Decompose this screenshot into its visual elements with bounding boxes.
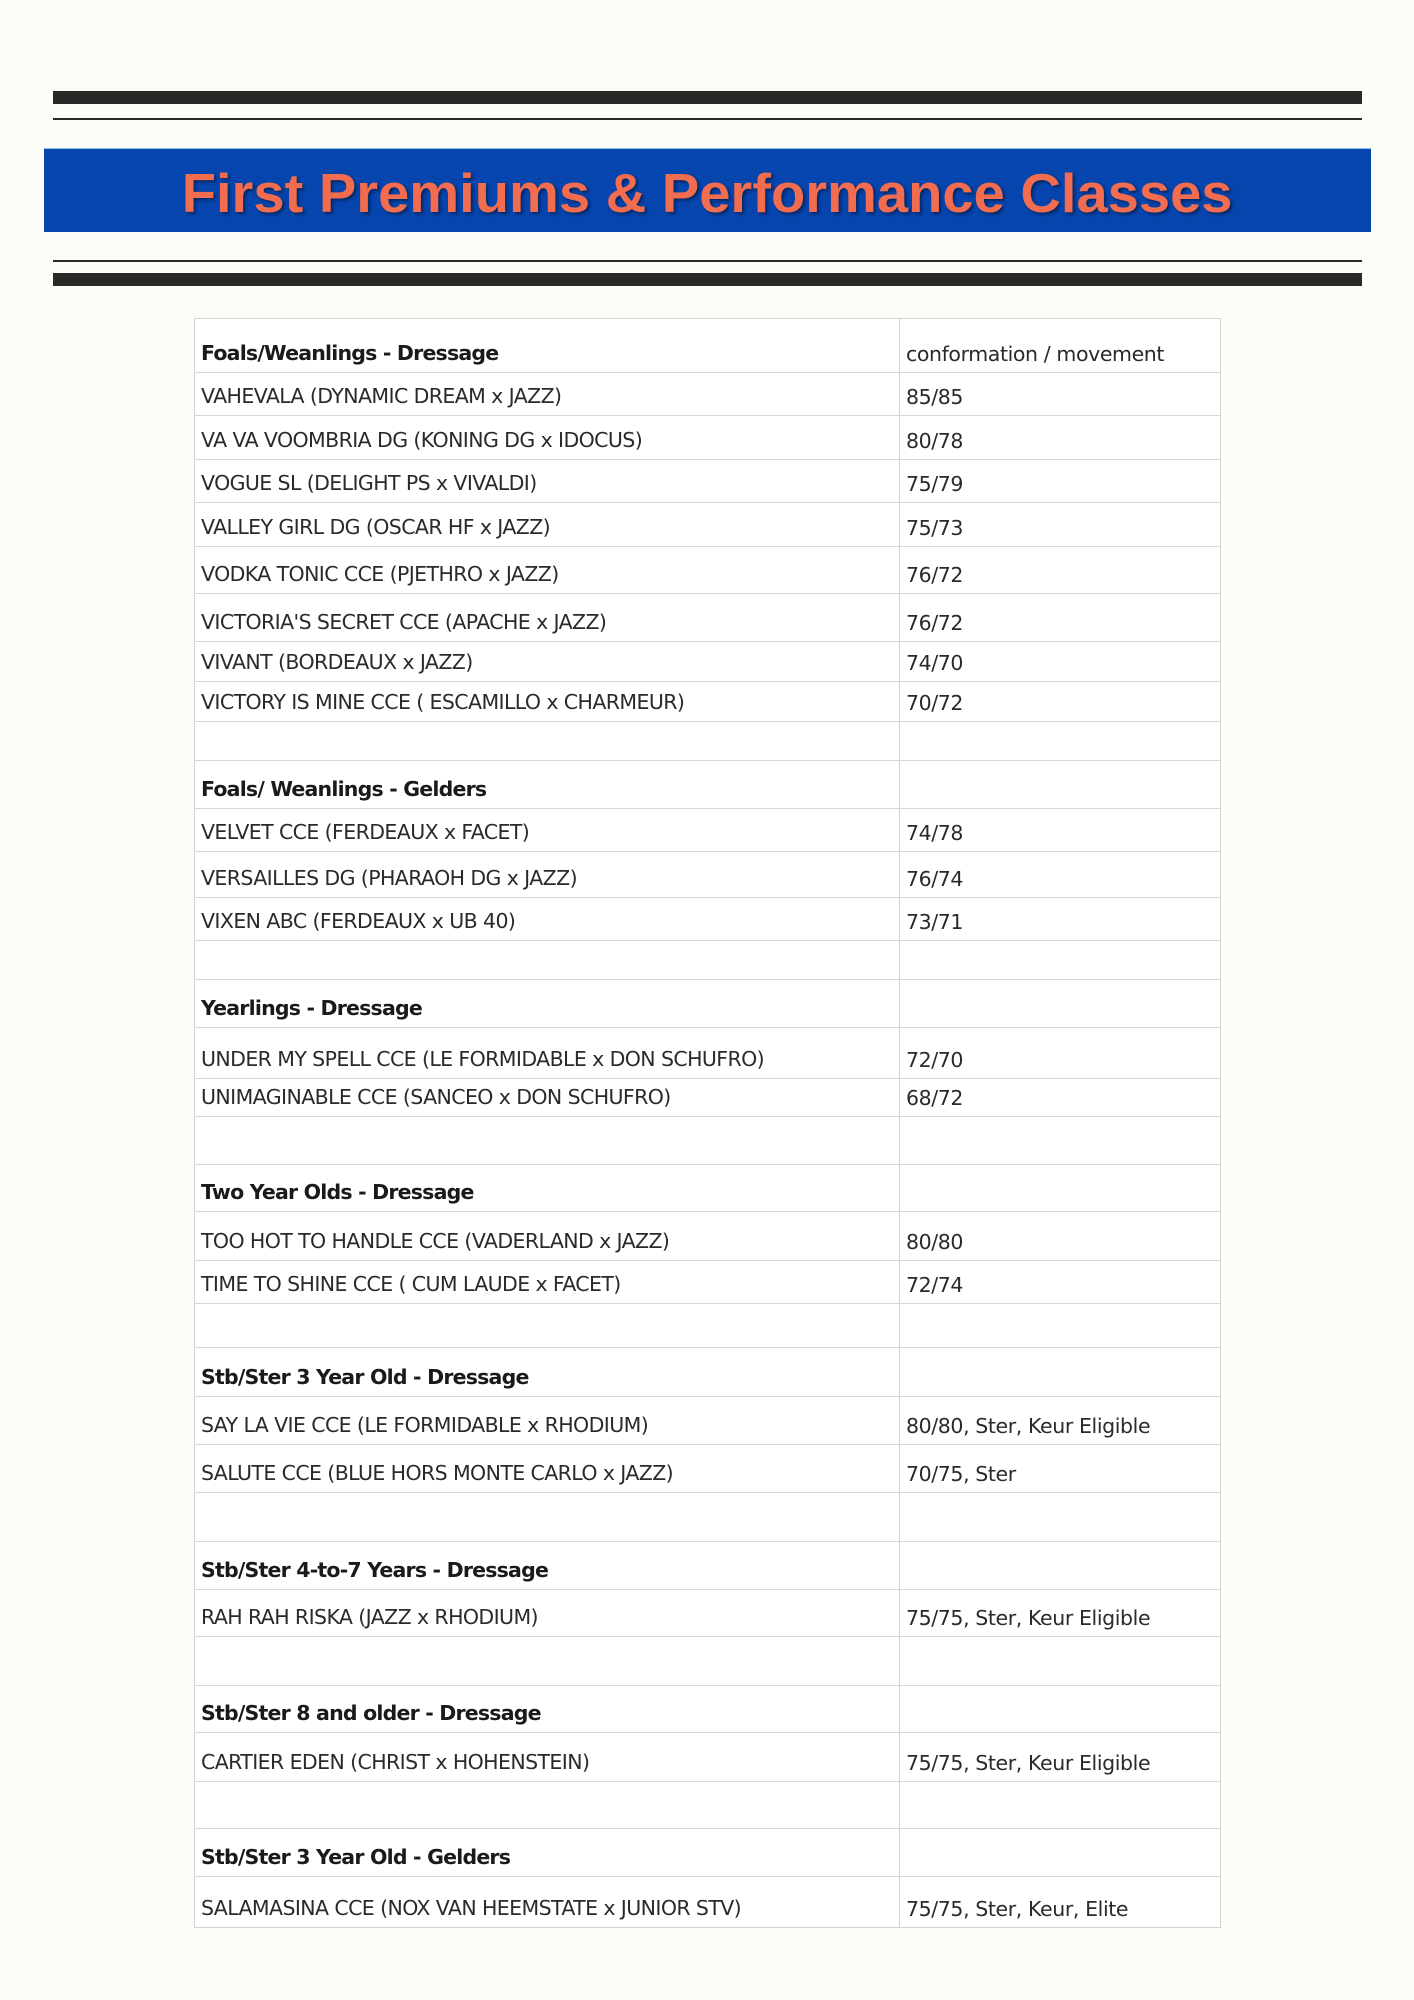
score-cell xyxy=(899,722,1220,760)
horse-name-cell: VIXEN ABC (FERDEAUX x UB 40) xyxy=(201,909,516,933)
table-row xyxy=(195,641,1220,681)
results-table xyxy=(194,318,1221,1928)
score-cell: 76/72 xyxy=(899,594,1220,641)
horse-name-cell xyxy=(195,722,899,760)
score-cell xyxy=(899,980,1220,1027)
section-header-row xyxy=(195,1541,1220,1589)
score-cell xyxy=(899,1165,1220,1211)
score-cell: 75/75, Ster, Keur Eligible xyxy=(899,1590,1220,1636)
score-cell: 76/72 xyxy=(899,547,1220,593)
score-cell xyxy=(899,1637,1220,1685)
table-row xyxy=(195,1876,1220,1927)
horse-name-cell: VODKA TONIC CCE (PJETHRO x JAZZ) xyxy=(201,562,559,586)
score-cell: 76/74 xyxy=(899,852,1220,897)
horse-name-cell: VA VA VOOMBRIA DG (KONING DG x IDOCUS) xyxy=(201,428,643,452)
section-header-row xyxy=(195,760,1220,808)
table-row xyxy=(195,502,1220,546)
score-cell xyxy=(899,1493,1220,1541)
section-header-row xyxy=(195,319,1220,372)
section-header-row xyxy=(195,1164,1220,1211)
score-cell: 85/85 xyxy=(899,373,1220,415)
section-title: Stb/Ster 3 Year Old - Dressage xyxy=(201,1365,529,1389)
score-cell: 72/74 xyxy=(899,1261,1220,1303)
score-cell xyxy=(899,1117,1220,1164)
horse-name-cell: TOO HOT TO HANDLE CCE (VADERLAND x JAZZ) xyxy=(201,1229,670,1253)
horse-name-cell xyxy=(195,1304,899,1347)
horse-name-cell: VICTORY IS MINE CCE ( ESCAMILLO x CHARMEUR) xyxy=(201,690,685,714)
horse-name-cell: RAH RAH RISKA (JAZZ x RHODIUM) xyxy=(201,1605,538,1629)
score-cell: 75/79 xyxy=(899,460,1220,502)
score-cell xyxy=(899,941,1220,979)
blank-row xyxy=(195,1636,1220,1685)
table-row xyxy=(195,1732,1220,1781)
section-header-row xyxy=(195,1685,1220,1732)
section-header-row xyxy=(195,1347,1220,1396)
horse-name-cell: VELVET CCE (FERDEAUX x FACET) xyxy=(201,820,530,844)
blank-row xyxy=(195,1781,1220,1828)
section-title: Stb/Ster 4-to-7 Years - Dressage xyxy=(201,1558,549,1582)
score-cell: 74/78 xyxy=(899,809,1220,851)
score-cell xyxy=(899,1304,1220,1347)
section-header-row xyxy=(195,1828,1220,1876)
horse-name-cell xyxy=(195,1493,899,1541)
page-title: First Premiums & Performance Classes xyxy=(182,161,1233,224)
score-cell xyxy=(899,1348,1220,1396)
score-cell: 80/80, Ster, Keur Eligible xyxy=(899,1397,1220,1444)
score-cell xyxy=(899,1542,1220,1589)
table-row xyxy=(195,1589,1220,1636)
score-cell: 68/72 xyxy=(899,1079,1220,1116)
score-cell xyxy=(899,1782,1220,1828)
top-thin-rule xyxy=(53,118,1362,120)
bottom-thick-rule xyxy=(53,273,1362,286)
horse-name-cell: VOGUE SL (DELIGHT PS x VIVALDI) xyxy=(201,471,537,495)
section-title: Foals/Weanlings - Dressage xyxy=(201,341,499,365)
horse-name-cell: UNDER MY SPELL CCE (LE FORMIDABLE x DON SCHUFRO) xyxy=(201,1047,765,1071)
score-cell: 73/71 xyxy=(899,898,1220,940)
horse-name-cell: VAHEVALA (DYNAMIC DREAM x JAZZ) xyxy=(201,384,562,408)
section-header-row xyxy=(195,979,1220,1027)
horse-name-cell xyxy=(195,941,899,979)
table-row xyxy=(195,1027,1220,1078)
section-title: Foals/ Weanlings - Gelders xyxy=(201,777,487,801)
horse-name-cell: VIVANT (BORDEAUX x JAZZ) xyxy=(201,650,473,674)
horse-name-cell: CARTIER EDEN (CHRIST x HOHENSTEIN) xyxy=(201,1750,590,1774)
score-cell: 75/73 xyxy=(899,503,1220,546)
table-row xyxy=(195,1260,1220,1303)
table-row xyxy=(195,459,1220,502)
score-cell: 75/75, Ster, Keur Eligible xyxy=(899,1733,1220,1781)
horse-name-cell xyxy=(195,1782,899,1828)
blank-row xyxy=(195,940,1220,979)
table-row xyxy=(195,415,1220,459)
score-cell xyxy=(899,761,1220,808)
horse-name-cell: TIME TO SHINE CCE ( CUM LAUDE x FACET) xyxy=(201,1272,621,1296)
table-row xyxy=(195,1078,1220,1116)
table-row xyxy=(195,1444,1220,1492)
table-row xyxy=(195,851,1220,897)
score-cell: 75/75, Ster, Keur, Elite xyxy=(899,1877,1220,1927)
table-row xyxy=(195,1396,1220,1444)
table-row xyxy=(195,546,1220,593)
horse-name-cell: SALAMASINA CCE (NOX VAN HEEMSTATE x JUNIOR STV) xyxy=(201,1896,742,1920)
score-cell: 80/80 xyxy=(899,1212,1220,1260)
section-title: Two Year Olds - Dressage xyxy=(201,1180,474,1204)
horse-name-cell: SALUTE CCE (BLUE HORS MONTE CARLO x JAZZ) xyxy=(201,1461,674,1485)
table-row xyxy=(195,593,1220,641)
blank-row xyxy=(195,1492,1220,1541)
bottom-thin-rule xyxy=(53,260,1362,262)
table-row xyxy=(195,808,1220,851)
section-title: Yearlings - Dressage xyxy=(201,996,422,1020)
horse-name-cell xyxy=(195,1117,899,1164)
score-cell: 72/70 xyxy=(899,1028,1220,1078)
horse-name-cell: VERSAILLES DG (PHARAOH DG x JAZZ) xyxy=(201,866,577,890)
table-row xyxy=(195,897,1220,940)
table-row xyxy=(195,1211,1220,1260)
horse-name-cell: VICTORIA'S SECRET CCE (APACHE x JAZZ) xyxy=(201,610,607,634)
score-cell xyxy=(899,1829,1220,1876)
score-cell: 80/78 xyxy=(899,416,1220,459)
blank-row xyxy=(195,1303,1220,1347)
horse-name-cell: UNIMAGINABLE CCE (SANCEO x DON SCHUFRO) xyxy=(201,1085,671,1109)
section-title: Stb/Ster 8 and older - Dressage xyxy=(201,1701,541,1725)
horse-name-cell: VALLEY GIRL DG (OSCAR HF x JAZZ) xyxy=(201,515,551,539)
blank-row xyxy=(195,1116,1220,1164)
blank-row xyxy=(195,721,1220,760)
score-cell xyxy=(899,1686,1220,1732)
column-header-conformation-movement: conformation / movement xyxy=(899,319,1220,372)
section-title: Stb/Ster 3 Year Old - Gelders xyxy=(201,1845,511,1869)
horse-name-cell xyxy=(195,1637,899,1685)
title-banner xyxy=(44,148,1371,232)
score-cell: 74/70 xyxy=(899,642,1220,681)
score-cell: 70/72 xyxy=(899,682,1220,721)
top-thick-rule xyxy=(53,91,1362,104)
table-row xyxy=(195,372,1220,415)
horse-name-cell: SAY LA VIE CCE (LE FORMIDABLE x RHODIUM) xyxy=(201,1413,649,1437)
table-row xyxy=(195,681,1220,721)
score-cell: 70/75, Ster xyxy=(899,1445,1220,1492)
